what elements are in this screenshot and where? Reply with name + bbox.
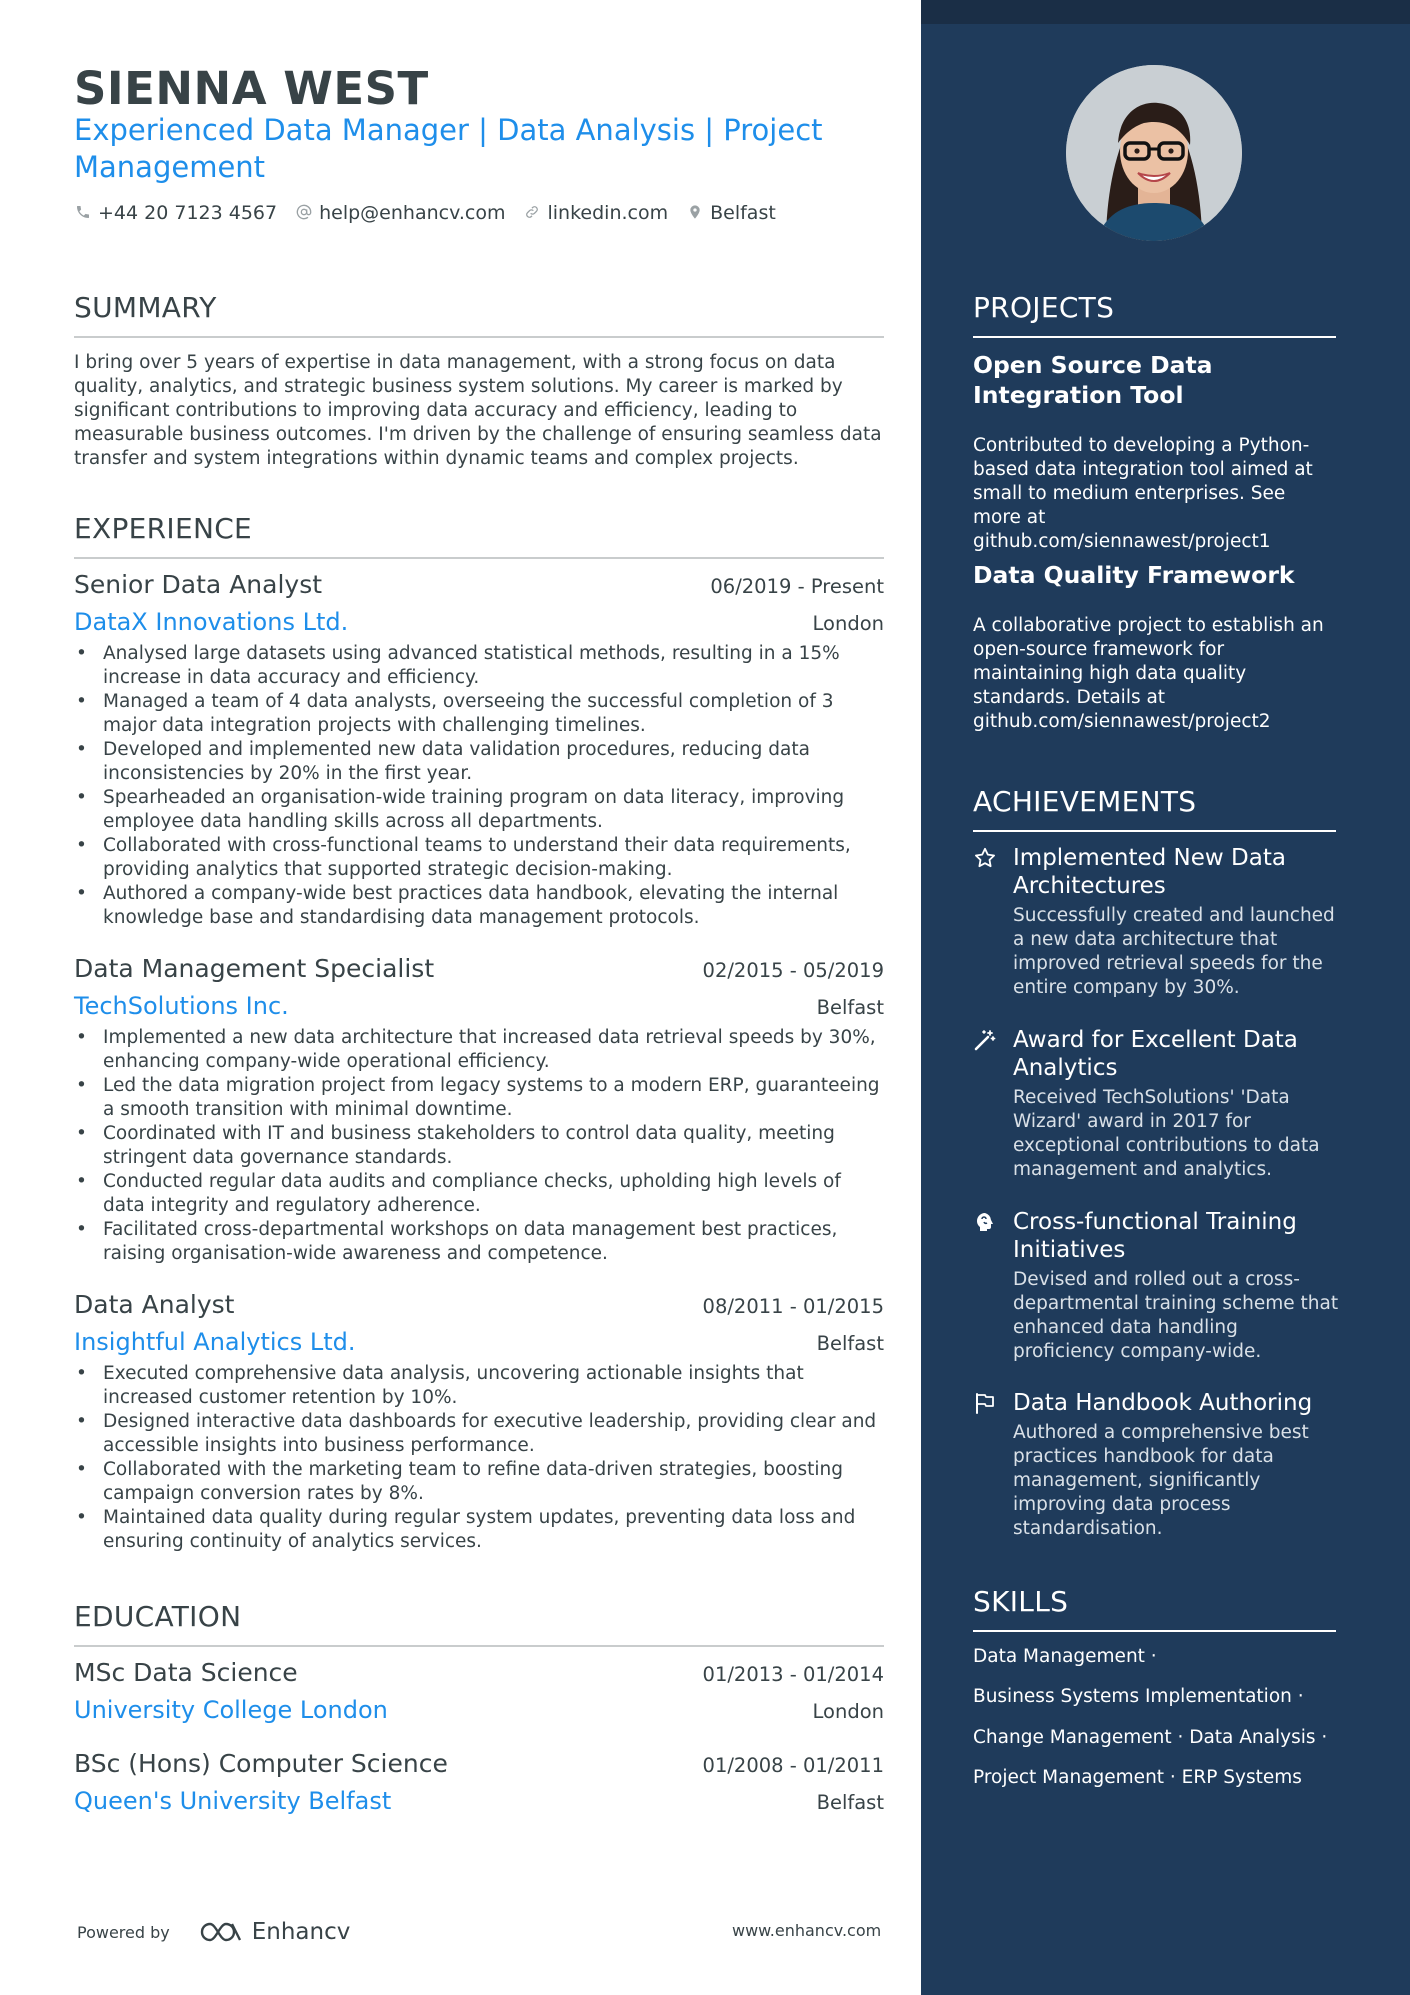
bullet-item: • Facilitated cross-departmental workshops on data management best practices, raising organisation-wide awareness and competence. (74, 1218, 884, 1266)
job-date: 06/2019 - Present (710, 575, 884, 598)
sidebar-top-strip (921, 0, 1410, 24)
link-icon (523, 204, 541, 222)
school-name: University College London (74, 1696, 388, 1724)
achievement-item (973, 1026, 1343, 1182)
school-location: Belfast (816, 1791, 884, 1814)
education-entry (74, 1749, 884, 1815)
bullet-item: • Spearheaded an organisation-wide training program on data literacy, improving employee data handling skills across all departments. (74, 786, 884, 834)
job-location: Belfast (816, 996, 884, 1019)
sidebar-column (921, 0, 1410, 1995)
skill-line: Project Management · ERP Systems (973, 1767, 1302, 1788)
brain-icon (973, 1210, 997, 1234)
footer-powered-by (77, 1919, 350, 1945)
education-date: 01/2008 - 01/2011 (702, 1754, 884, 1777)
job-location: London (812, 612, 884, 635)
skills-heading: SKILLS (973, 1585, 1336, 1632)
bullet-item: • Maintained data quality during regular system updates, preventing data loss and ensuring continuity of analytics services. (74, 1506, 884, 1554)
powered-by-text: Powered by (77, 1922, 170, 1942)
contact-phone[interactable] (74, 202, 277, 224)
job-entry (74, 1290, 884, 1554)
bullet-item: • Executed comprehensive data analysis, uncovering actionable insights that increased customer retention by 10%. (74, 1362, 884, 1410)
achievement-description: Successfully created and launched a new data architecture that improved retrieval speeds for the entire company by 30%. (1013, 905, 1335, 998)
location-pin-icon (686, 204, 704, 222)
star-icon (973, 846, 997, 870)
bullet-item: • Conducted regular data audits and compliance checks, upholding high levels of data integrity and regulatory adherence. (74, 1170, 884, 1218)
enhancv-logo-icon (198, 1920, 244, 1944)
job-date: 08/2011 - 01/2015 (702, 1295, 884, 1318)
bullet-item: • Analysed large datasets using advanced statistical methods, resulting in a 15% increase in data accuracy and efficiency. (74, 642, 884, 690)
bullet-item: • Managed a team of 4 data analysts, overseeing the successful completion of 3 major data integration projects with challenging timelines. (74, 690, 884, 738)
achievements-heading: ACHIEVEMENTS (973, 785, 1336, 832)
project-name: Data Quality Framework (973, 561, 1295, 589)
skill-line: Change Management · Data Analysis · (973, 1727, 1328, 1748)
achievement-item (973, 1389, 1343, 1541)
bullet-item: • Led the data migration project from legacy systems to a modern ERP, guaranteeing a smooth transition with minimal downtime. (74, 1074, 884, 1122)
degree-title: MSc Data Science (74, 1658, 298, 1687)
job-title: Data Analyst (74, 1290, 235, 1319)
education-entry (74, 1658, 884, 1724)
email-text: help@enhancv.com (319, 202, 506, 224)
bullet-item: • Authored a company-wide best practices data handbook, elevating the internal knowledge base and standardising data management protocols. (74, 882, 884, 930)
education-heading: EDUCATION (74, 1600, 884, 1647)
experience-heading: EXPERIENCE (74, 512, 884, 559)
contact-email[interactable] (295, 202, 505, 224)
bullet-item: • Developed and implemented new data validation procedures, reducing data inconsistencies by 20% in the first year. (74, 738, 884, 786)
bullet-item: • Designed interactive data dashboards for executive leadership, providing clear and accessible insights into business performance. (74, 1410, 884, 1458)
education-date: 01/2013 - 01/2014 (702, 1663, 884, 1686)
school-location: London (812, 1700, 884, 1723)
footer-website[interactable]: www.enhancv.com (732, 1921, 882, 1940)
achievement-item (973, 844, 1343, 1000)
achievement-description: Authored a comprehensive best practices handbook for data management, significantly improving data process standardisation. (1013, 1422, 1309, 1539)
job-company: Insightful Analytics Ltd. (74, 1328, 356, 1356)
achievement-title: Cross-functional Training Initiatives (1013, 1209, 1297, 1263)
bullet-item: • Implemented a new data architecture that increased data retrieval speeds by 30%, enhancing company-wide operational efficiency. (74, 1026, 884, 1074)
job-entry (74, 954, 884, 1266)
at-icon (295, 204, 313, 222)
job-location: Belfast (816, 1332, 884, 1355)
skill-line: Data Management · (973, 1646, 1157, 1667)
flag-icon (973, 1391, 997, 1415)
job-bullets (74, 642, 884, 930)
candidate-name: SIENNA WEST (74, 62, 429, 115)
summary-heading: SUMMARY (74, 291, 884, 338)
linkedin-text: linkedin.com (547, 202, 669, 224)
enhancv-brand-text: Enhancv (251, 1919, 351, 1945)
location-text: Belfast (710, 202, 776, 224)
school-name: Queen's University Belfast (74, 1787, 392, 1815)
achievement-item (973, 1208, 1343, 1364)
skill-line: Business Systems Implementation · (973, 1686, 1304, 1707)
project-description: A collaborative project to establish an open-source framework for maintaining high data quality standards. Details at github.com/siennawest/project2 (973, 615, 1324, 732)
job-title: Senior Data Analyst (74, 570, 323, 599)
achievement-title: Data Handbook Authoring (1013, 1390, 1313, 1416)
job-title: Data Management Specialist (74, 954, 435, 983)
contact-linkedin[interactable] (523, 202, 668, 224)
contact-bar (74, 202, 776, 224)
achievement-description: Devised and rolled out a cross-departmental training scheme that enhanced data handling proficiency company-wide. (1013, 1269, 1339, 1362)
magic-wand-icon (973, 1028, 997, 1052)
job-bullets (74, 1362, 884, 1554)
degree-title: BSc (Hons) Computer Science (74, 1749, 448, 1778)
phone-text: +44 20 7123 4567 (98, 202, 278, 224)
avatar (1066, 65, 1242, 241)
bullet-item: • Collaborated with the marketing team to refine data-driven strategies, boosting campaign conversion rates by 8%. (74, 1458, 884, 1506)
summary-text: I bring over 5 years of expertise in data management, with a strong focus on data quality, analytics, and strategic business system solutions. My career is marked by significant contributions to improving data accuracy and efficiency, leading to measurable business outcomes. I'm driven by the challenge of ensuring seamless data transfer and system integrations within dynamic teams and complex projects. (74, 352, 882, 469)
job-entry (74, 570, 884, 930)
headline: Experienced Data Manager | Data Analysis | Project Management (74, 113, 823, 184)
job-company: TechSolutions Inc. (74, 992, 289, 1020)
contact-location (686, 202, 776, 224)
bullet-item: • Coordinated with IT and business stakeholders to control data quality, meeting stringent data governance standards. (74, 1122, 884, 1170)
achievement-description: Received TechSolutions' 'Data Wizard' award in 2017 for exceptional contributions to data management and analytics. (1013, 1087, 1320, 1180)
job-company: DataX Innovations Ltd. (74, 608, 349, 636)
project-description: Contributed to developing a Python-based data integration tool aimed at small to medium enterprises. See more at github.com/siennawest/project1 (973, 435, 1313, 552)
achievement-title: Award for Excellent Data Analytics (1013, 1027, 1298, 1081)
achievement-title: Implemented New Data Architectures (1013, 845, 1286, 899)
phone-icon (74, 204, 92, 222)
job-date: 02/2015 - 05/2019 (702, 959, 884, 982)
enhancv-logo[interactable] (198, 1919, 351, 1945)
projects-heading: PROJECTS (973, 291, 1336, 338)
job-bullets (74, 1026, 884, 1266)
project-name: Open Source Data Integration Tool (973, 351, 1213, 409)
bullet-item: • Collaborated with cross-functional teams to understand their data requirements, providing analytics that supported strategic decision-making. (74, 834, 884, 882)
